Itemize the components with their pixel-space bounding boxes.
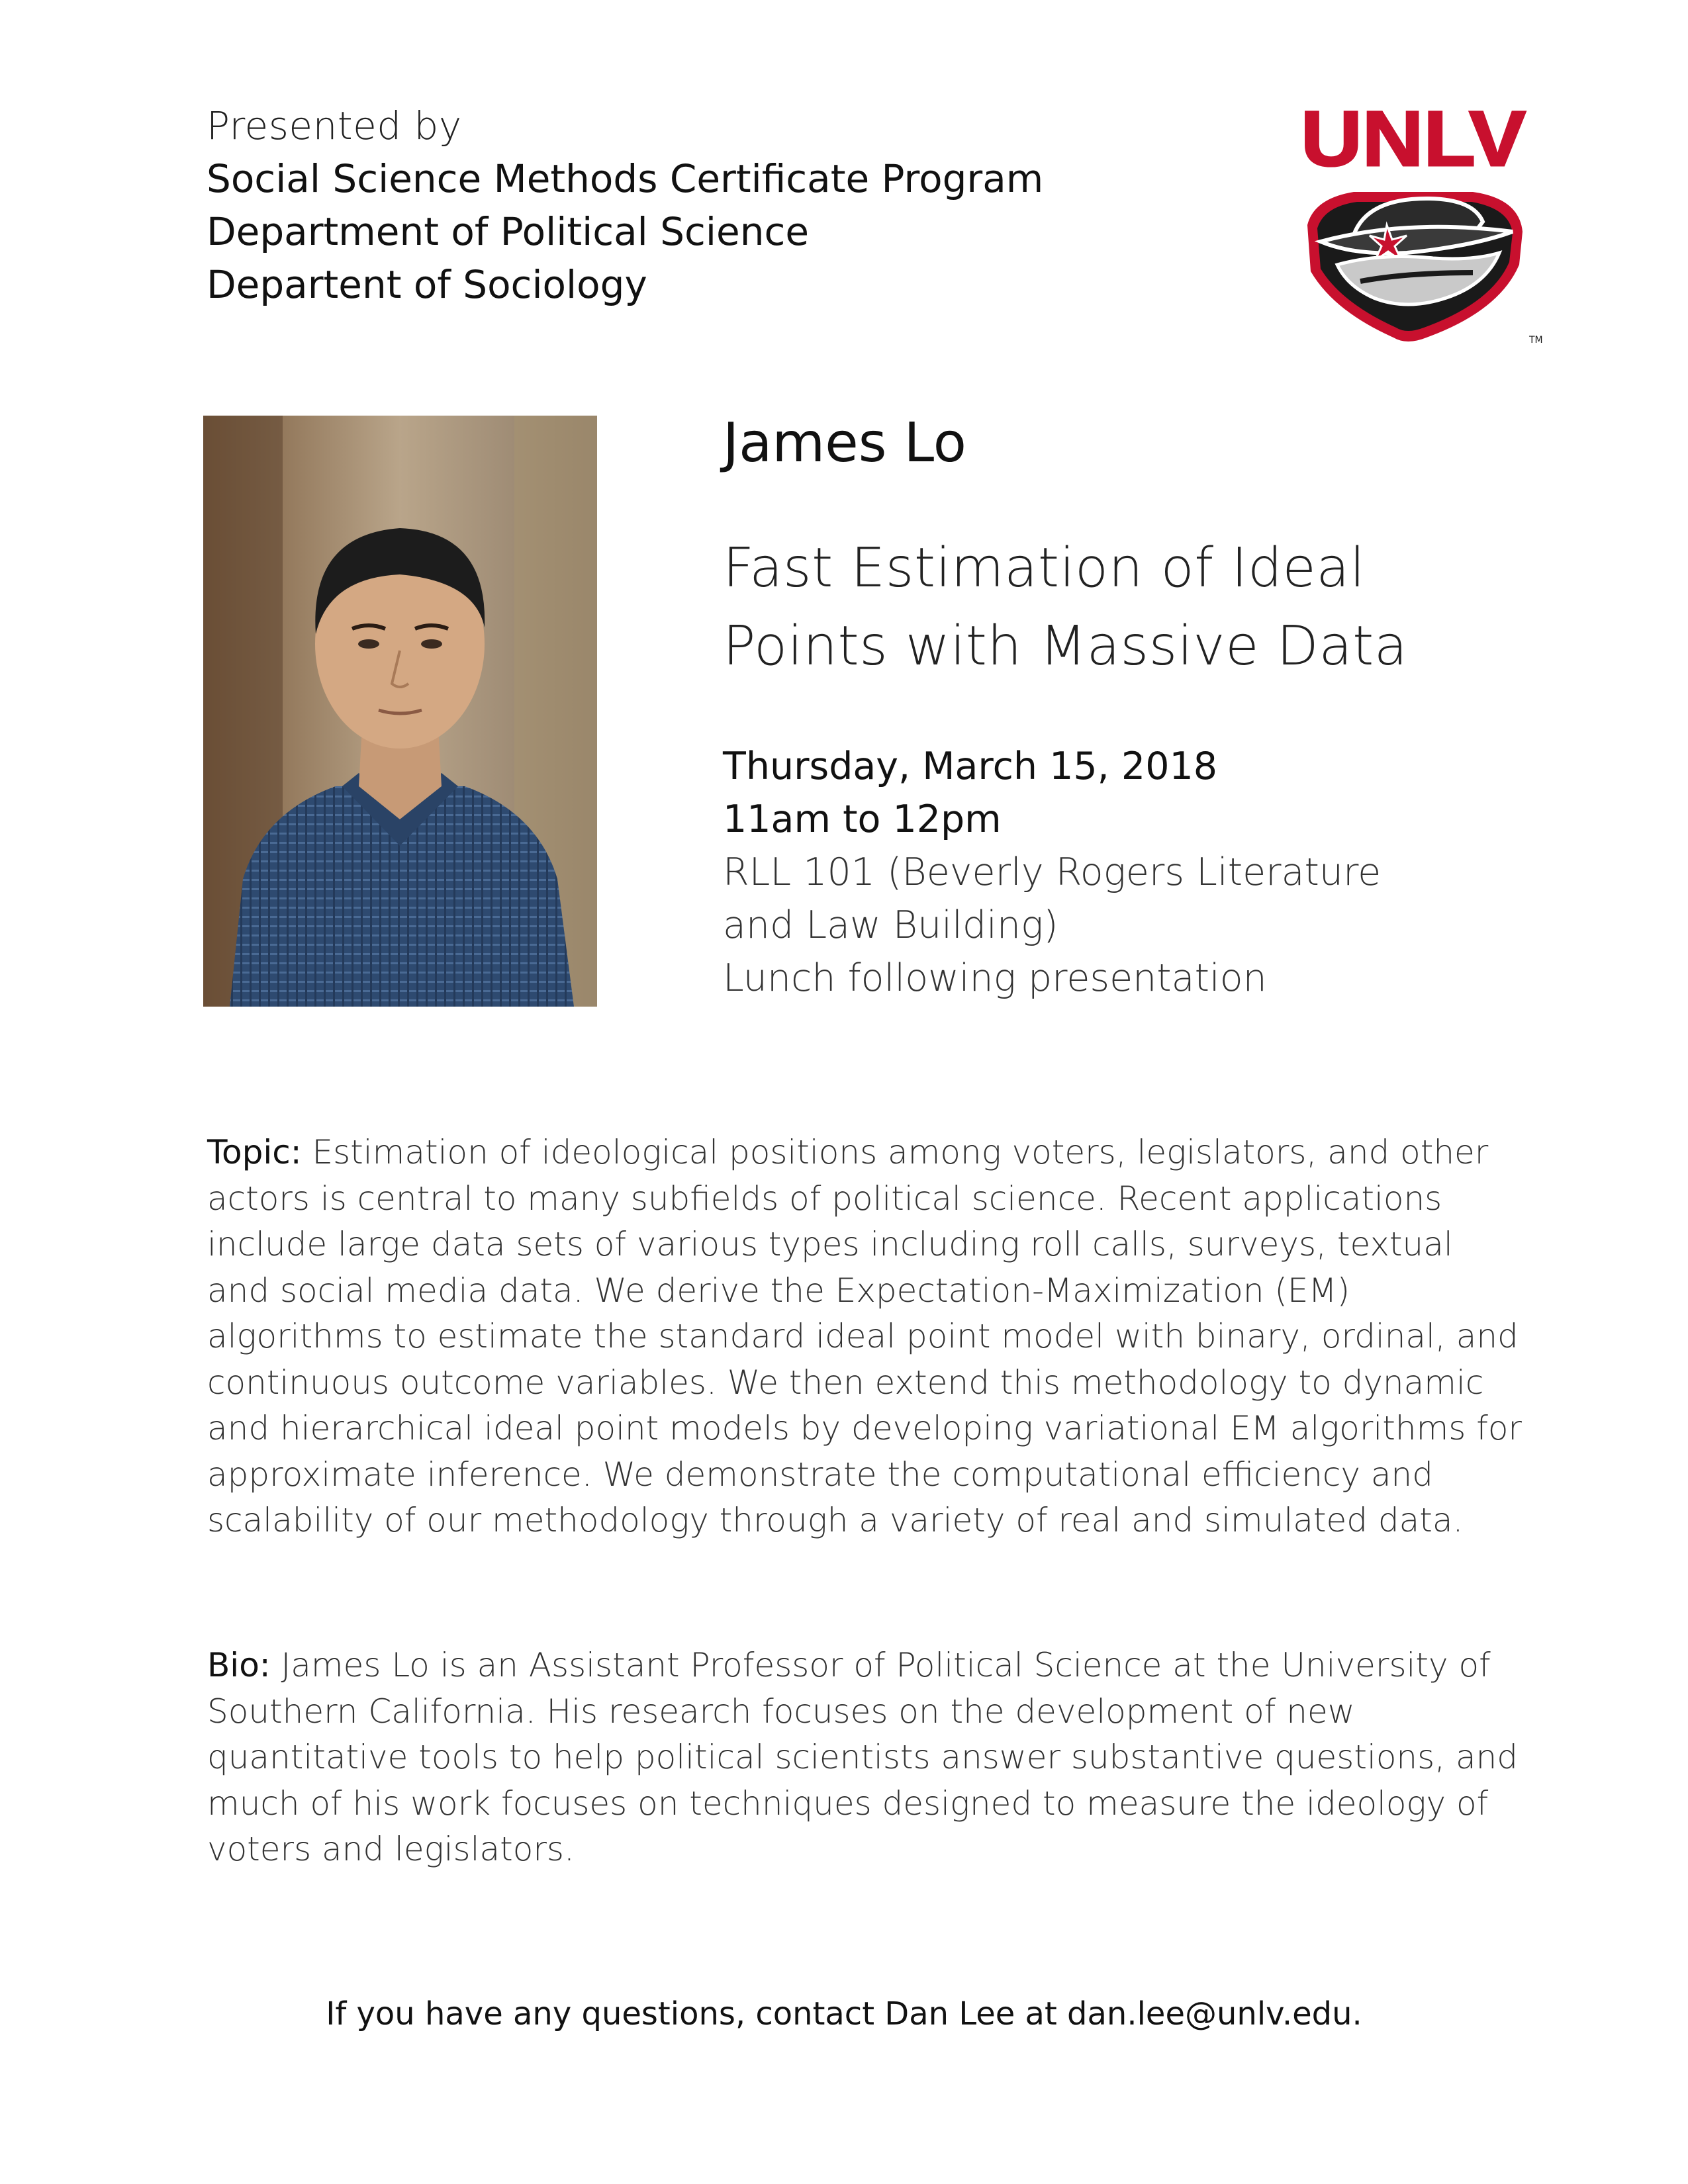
organizer-methods-program: Social Science Methods Certificate Program [207, 156, 1044, 201]
bio-text: James Lo is an Assistant Professor of Political Science at the University of Southern California. His research focuses on the development of new quantitative tools to help political scientists answer substantive questions, and much of his work focuses on techniques designed to measure the ideology of voters and legislators. [207, 1646, 1519, 1868]
topic-paragraph [207, 1130, 1524, 1544]
speaker-photo [203, 416, 597, 1007]
topic-text: Estimation of ideological positions among voters, legislators, and other actors is central to many subfields of political science. Recent applications include large data sets of various types including roll calls, surveys, textual and social media data. We derive the Expectation-Maximization (EM) algorithms to estimate the standard ideal point model with binary, ordinal, and continuous outcome variables. We then extend this methodology to dynamic and hierarchical ideal point models by developing variational EM algorithms for approximate inference. We demonstrate the computational efficiency and scalability of our methodology through a variety of real and simulated data. [207, 1133, 1522, 1539]
presenters-block [207, 99, 1199, 311]
event-date: Thursday, March 15, 2018 [723, 745, 1217, 788]
speaker-portrait-icon [203, 416, 597, 1007]
event-location-line-2: and Law Building) [723, 903, 1058, 947]
topic-label: Topic: [207, 1133, 302, 1171]
organizer-political-science: Department of Political Science [207, 209, 810, 254]
speaker-name: James Lo [723, 412, 966, 475]
event-location-line-1: RLL 101 (Beverly Rogers Literature [723, 850, 1382, 894]
talk-info [723, 404, 1583, 1005]
bio-paragraph [207, 1643, 1524, 1873]
logo-wordmark: UNLV [1301, 99, 1526, 183]
unlv-logo [1274, 99, 1552, 377]
event-details [723, 740, 1583, 1005]
talk-title-line-1: Fast Estimation of Ideal [723, 537, 1366, 600]
event-lunch-note: Lunch following presentation [723, 956, 1267, 1000]
talk-title [723, 529, 1583, 686]
organizer-sociology: Departent of Sociology [207, 262, 647, 307]
talk-title-line-2: Points with Massive Data [723, 615, 1408, 678]
contact-footer: If you have any questions, contact Dan Lee at dan.lee@unlv.edu. [326, 1995, 1362, 2032]
presented-by-label: Presented by [207, 103, 462, 148]
event-time: 11am to 12pm [723, 797, 1002, 841]
trademark-mark: TM [1529, 335, 1543, 345]
bio-label: Bio: [207, 1646, 271, 1684]
